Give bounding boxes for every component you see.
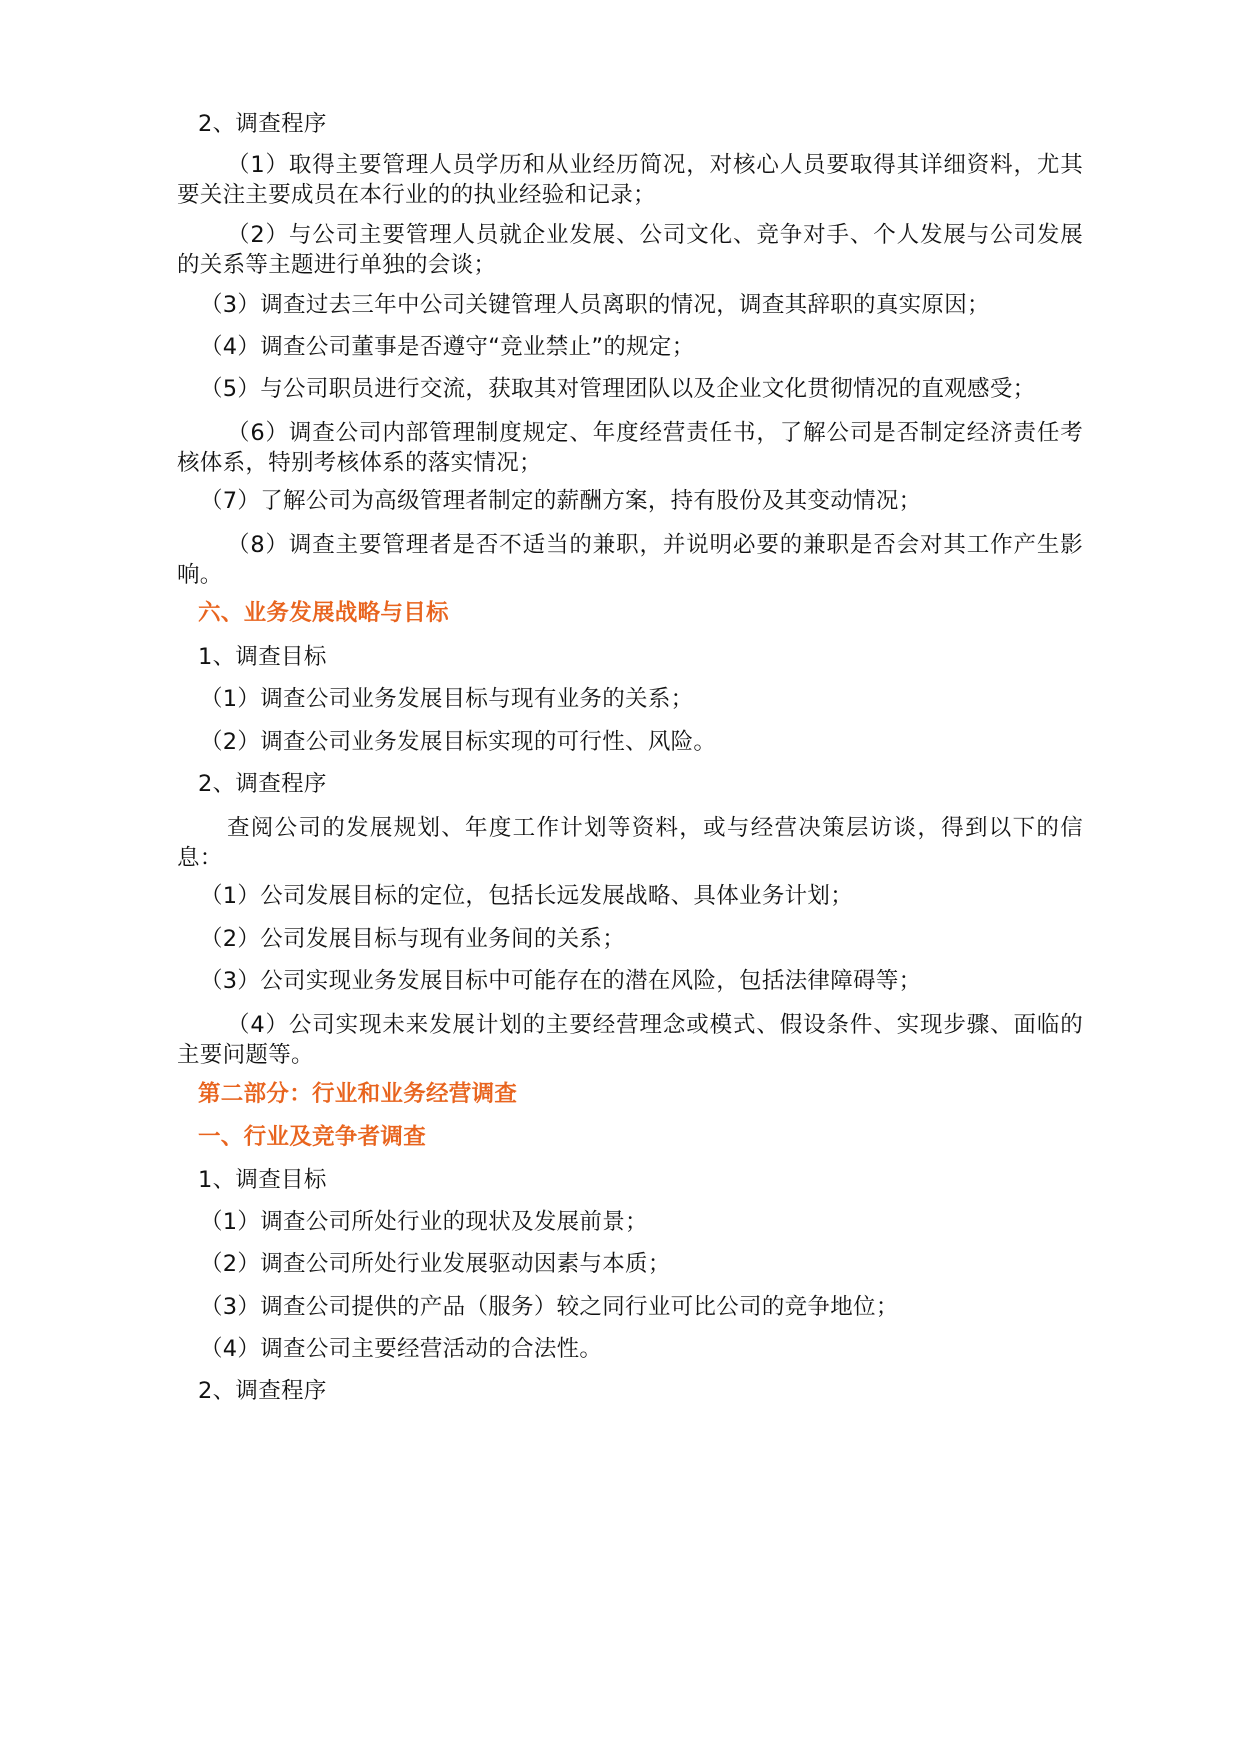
goal-title: 1、调查目标	[198, 1167, 327, 1193]
part-heading: 第二部分：行业和业务经营调查	[198, 1081, 518, 1107]
procedure-title: 2、调查程序	[198, 771, 327, 797]
section-heading-strategy: 六、业务发展战略与目标	[198, 600, 449, 626]
procedure-item-3: （3）调查过去三年中公司关键管理人员离职的情况，调查其辞职的真实原因；	[200, 292, 990, 318]
section-heading-industry: 一、行业及竞争者调查	[198, 1124, 427, 1150]
procedure-intro: 查阅公司的发展规划、年度工作计划等资料，或与经营决策层访谈，得到以下的信息：	[177, 815, 1083, 871]
procedure-item-2: （2）与公司主要管理人员就企业发展、公司文化、竞争对手、个人发展与公司发展的关系等主题进行单独的会谈；	[177, 222, 1083, 278]
procedure-item-7: （7）了解公司为高级管理者制定的薪酬方案，持有股份及其变动情况；	[200, 488, 922, 514]
procedure-item-6: （6）调查公司内部管理制度规定、年度经营责任书，了解公司是否制定经济责任考核体系，特别考核体系的落实情况；	[177, 420, 1083, 476]
goal-item-2: （2）调查公司所处行业发展驱动因素与本质；	[200, 1251, 671, 1277]
procedure-title: 2、调查程序	[198, 1378, 327, 1404]
step2-title: 2、调查程序	[198, 111, 327, 137]
procedure-item-5: （5）与公司职员进行交流，获取其对管理团队以及企业文化贯彻情况的直观感受；	[200, 376, 1036, 402]
goal-item-1: （1）调查公司业务发展目标与现有业务的关系；	[200, 686, 694, 712]
result-item-4: （4）公司实现未来发展计划的主要经营理念或模式、假设条件、实现步骤、面临的主要问题等。	[177, 1012, 1083, 1068]
goal-item-4: （4）调查公司主要经营活动的合法性。	[200, 1336, 603, 1362]
goal-title: 1、调查目标	[198, 644, 327, 670]
result-item-1: （1）公司发展目标的定位，包括长远发展战略、具体业务计划；	[200, 883, 854, 909]
goal-item-2: （2）调查公司业务发展目标实现的可行性、风险。	[200, 729, 717, 755]
procedure-item-4: （4）调查公司董事是否遵守“竞业禁止”的规定；	[200, 334, 695, 360]
procedure-item-1: （1）取得主要管理人员学历和从业经历简况，对核心人员要取得其详细资料，尤其要关注主要成员在本行业的的执业经验和记录；	[177, 152, 1083, 208]
goal-item-1: （1）调查公司所处行业的现状及发展前景；	[200, 1209, 648, 1235]
goal-item-3: （3）调查公司提供的产品（服务）较之同行业可比公司的竞争地位；	[200, 1294, 899, 1320]
result-item-3: （3）公司实现业务发展目标中可能存在的潜在风险，包括法律障碍等；	[200, 968, 922, 994]
procedure-item-8: （8）调查主要管理者是否不适当的兼职，并说明必要的兼职是否会对其工作产生影响。	[177, 532, 1083, 588]
result-item-2: （2）公司发展目标与现有业务间的关系；	[200, 926, 626, 952]
